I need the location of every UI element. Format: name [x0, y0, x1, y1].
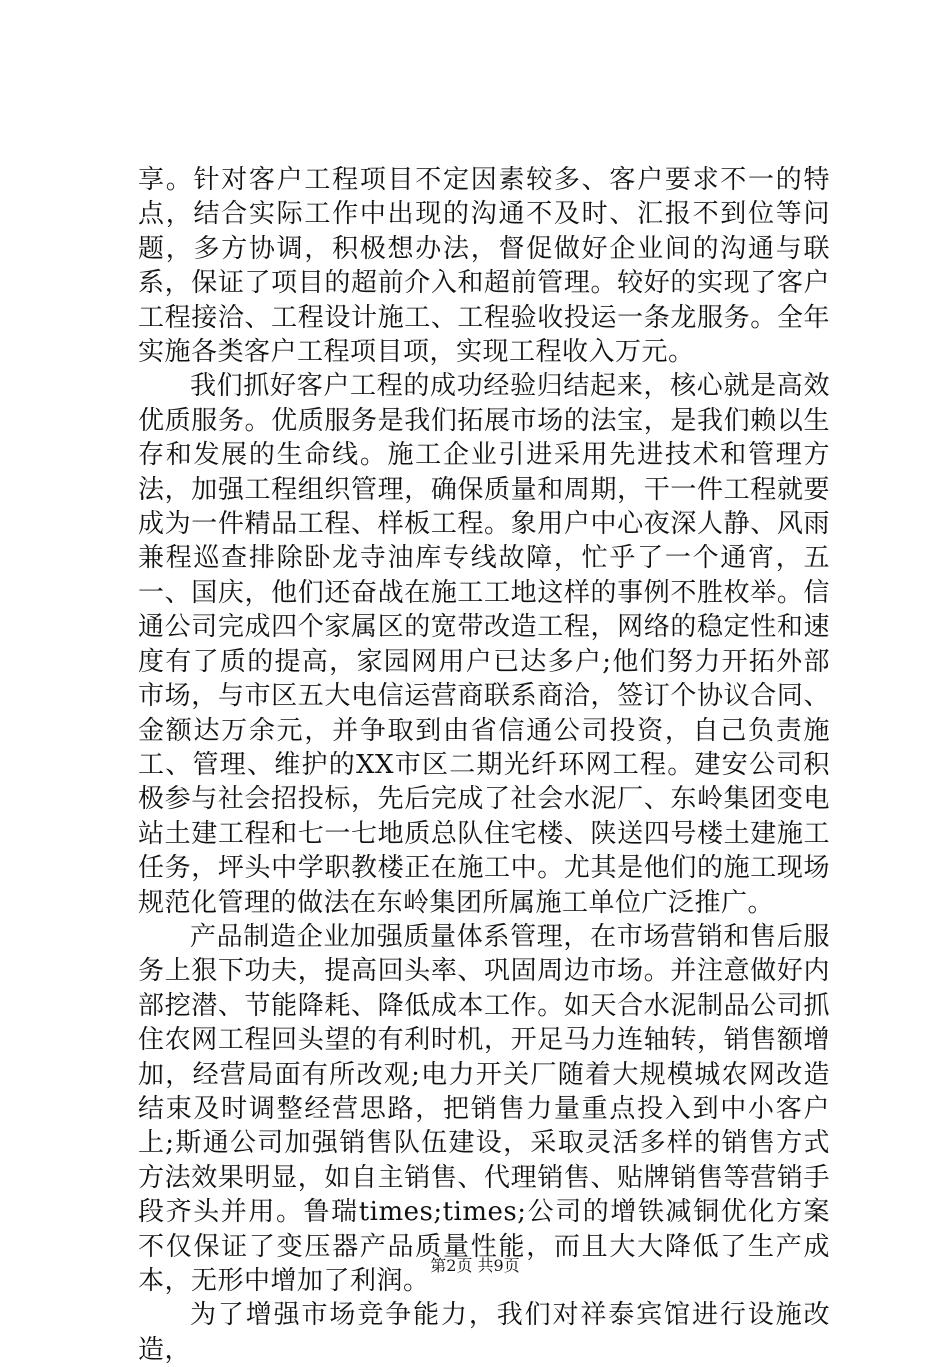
paragraph-continued: 享。针对客户工程项目不定因素较多、客户要求不一的特点，结合实际工作中出现的沟通不及时、汇报不到位等问题，多方协调，积极想办法，督促做好企业间的沟通与联系，保证了项目的超前介入和超前管理。较好的实现了客户工程接洽、工程设计施工、工程验收投运一条龙服务。全年实施各类客户工程项目项，实现工程收入万元。: [138, 165, 830, 368]
page-footer: 第2页 共9页: [430, 1256, 520, 1275]
paragraph-manufacturing: 产品制造企业加强质量体系管理，在市场营销和售后服务上狠下功夫，提高回头率、巩固周边市场。并注意做好内部挖潜、节能降耗、降低成本工作。如天合水泥制品公司抓住农网工程回头望的有利时机，开足马力连轴转，销售额增加，经营局面有所改观;电力开关厂随着大规模城农网改造结束及时调整经营思路，把销售力量重点投入到中小客户上;斯通公司加强销售队伍建设，采取灵活多样的销售方式方法效果明显，如自主销售、代理销售、贴牌销售等营销手段齐头并用。鲁瑞times;times;公司的增铁减铜优化方案不仅保证了变压器产品质量性能，而且大大降低了生产成本，无形中增加了利润。: [138, 921, 830, 1296]
paragraph-competition: 为了增强市场竞争能力，我们对祥泰宾馆进行设施改造，: [138, 1300, 830, 1365]
paragraph-service: 我们抓好客户工程的成功经验归结起来，核心就是高效优质服务。优质服务是我们拓展市场的法宝，是我们赖以生存和发展的生命线。施工企业引进采用先进技术和管理方法，加强工程组织管理，确保质量和周期，干一件工程就要成为一件精品工程、样板工程。象用户中心夜深人静、风雨兼程巡查排除卧龙寺油库专线故障，忙乎了一个通宵，五一、国庆，他们还奋战在施工工地这样的事例不胜枚举。信通公司完成四个家属区的宽带改造工程，网络的稳定性和速度有了质的提高，家园网用户已达多户;他们努力开拓外部市场，与市区五大电信运营商联系商洽，签订个协议合同、金额达万余元，并争取到由省信通公司投资，自己负责施工、管理、维护的XX市区二期光纤环网工程。建安公司积极参与社会招投标，先后完成了社会水泥厂、东岭集团变电站土建工程和七一七地质总队住宅楼、陕送四号楼土建施工任务，坪头中学职教楼正在施工中。尤其是他们的施工现场规范化管理的做法在东岭集团所属施工单位广泛推广。: [138, 371, 830, 918]
document-body: [138, 163, 830, 1367]
